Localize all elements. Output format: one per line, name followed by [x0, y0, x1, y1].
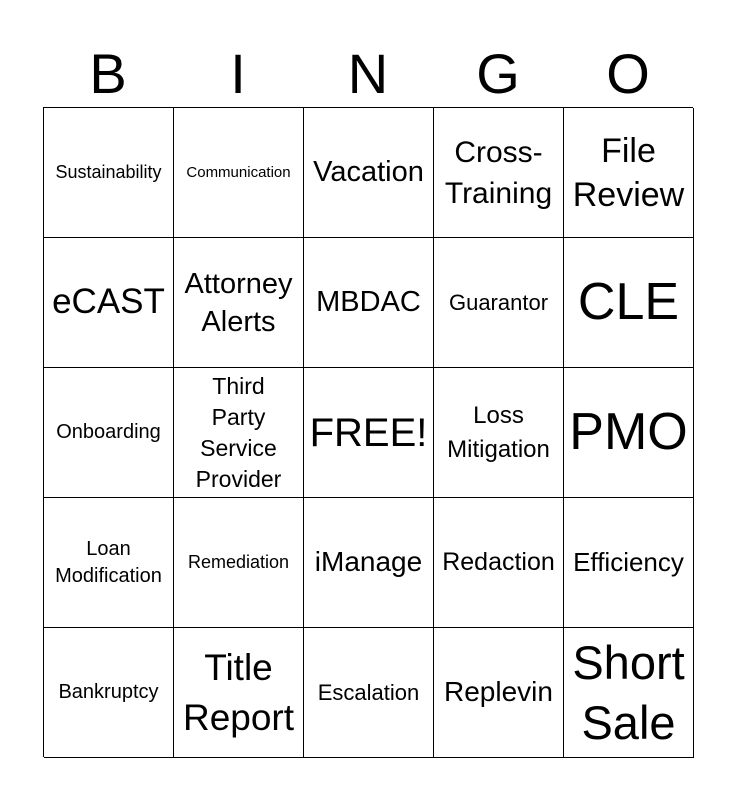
bingo-cell[interactable]: [564, 628, 694, 758]
cell-label: Communication: [186, 163, 291, 181]
bingo-cell[interactable]: [174, 368, 304, 498]
cell-label: Third Party Service Provider: [195, 372, 282, 492]
cell-label: Loss Mitigation: [447, 401, 550, 463]
cell-label: Guarantor: [448, 289, 549, 315]
cell-label: Bankruptcy: [58, 681, 159, 703]
cell-label: Short Sale: [572, 635, 685, 749]
bingo-cell[interactable]: [44, 238, 174, 368]
bingo-cell[interactable]: [564, 108, 694, 238]
bingo-header: [43, 40, 693, 108]
cell-label: CLE: [577, 272, 680, 331]
cell-label: Cross- Training: [444, 135, 553, 210]
bingo-cell[interactable]: [434, 498, 564, 628]
cell-label: Loan Modification: [55, 537, 162, 587]
cell-label: iManage: [314, 546, 423, 578]
cell-label: Remediation: [187, 552, 290, 573]
bingo-cell[interactable]: [44, 108, 174, 238]
bingo-cell[interactable]: [174, 628, 304, 758]
bingo-cell[interactable]: [304, 498, 434, 628]
cell-label: Onboarding: [56, 421, 161, 443]
header-letter-i: I: [230, 42, 246, 105]
bingo-cell[interactable]: [434, 628, 564, 758]
bingo-cell[interactable]: [304, 628, 434, 758]
bingo-cell[interactable]: [434, 238, 564, 368]
bingo-cell[interactable]: [304, 238, 434, 368]
header-letter-n: N: [347, 42, 389, 105]
bingo-cell[interactable]: [174, 108, 304, 238]
header-letter-b: B: [89, 42, 127, 105]
cell-label: Title Report: [182, 646, 295, 738]
cell-label: Efficiency: [573, 546, 684, 577]
cell-label: Vacation: [313, 155, 424, 188]
bingo-cell[interactable]: [44, 498, 174, 628]
cell-label: Attorney Alerts: [184, 267, 293, 338]
header-letter-o: O: [606, 42, 650, 105]
cell-label: Sustainability: [55, 162, 162, 183]
bingo-cell[interactable]: [174, 498, 304, 628]
cell-label: Escalation: [317, 679, 420, 705]
bingo-cell[interactable]: [44, 628, 174, 758]
cell-label: Redaction: [442, 548, 555, 577]
bingo-cell[interactable]: [564, 238, 694, 368]
bingo-cell[interactable]: [564, 368, 694, 498]
bingo-board: [43, 107, 693, 757]
cell-label: eCAST: [52, 282, 165, 322]
bingo-cell[interactable]: [44, 368, 174, 498]
bingo-cell[interactable]: [434, 108, 564, 238]
bingo-cell[interactable]: [174, 238, 304, 368]
cell-label: PMO: [569, 402, 688, 461]
header-letter-g: G: [476, 42, 520, 105]
bingo-cell[interactable]: [434, 368, 564, 498]
bingo-cell[interactable]: [304, 108, 434, 238]
bingo-cell[interactable]: [304, 368, 434, 498]
cell-label: Replevin: [444, 676, 553, 708]
cell-label: File Review: [572, 131, 685, 214]
cell-label: FREE!: [309, 410, 428, 455]
bingo-cell[interactable]: [564, 498, 694, 628]
cell-label: MBDAC: [316, 285, 421, 318]
